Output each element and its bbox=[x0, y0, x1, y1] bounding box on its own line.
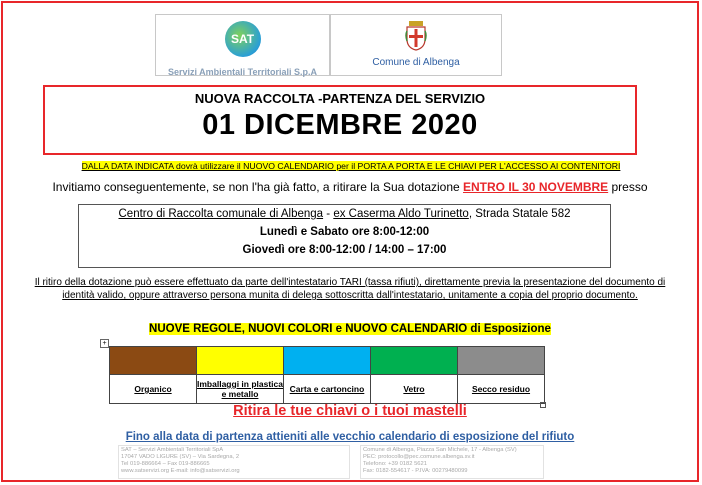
waste-label: Vetro bbox=[371, 375, 458, 404]
deadline: ENTRO IL 30 NOVEMBRE bbox=[463, 180, 609, 194]
sat-mark: SAT bbox=[225, 21, 261, 57]
pickup-conditions-text: Il ritiro della dotazione può essere effettuato da parte dell'intestatario TARI (tassa rifiuti), direttamente previa la presentazione del documento di identità valido, oppure attraverso persona munita di delega sottoscritta dall'intestatario, unitamente a copia del proprio documento. bbox=[34, 277, 666, 301]
footer-line: www.satservizi.org E-mail: info@satservizi.org bbox=[121, 468, 240, 474]
footer-line: PEC: protocollo@pec.comune.albenga.sv.it bbox=[363, 454, 475, 460]
waste-swatch bbox=[458, 347, 545, 375]
opening-hours-mon-sat: Lunedì e Sabato ore 8:00-12:00 bbox=[259, 226, 430, 238]
invite-text: Invitiamo conseguentemente, se non l'ha già fatto, a ritirare la Sua dotazione bbox=[52, 180, 464, 194]
waste-swatch bbox=[110, 347, 197, 375]
color-swatch-row bbox=[110, 347, 545, 375]
pickup-call-to-action: Ritira le tue chiavi o i tuoi mastelli bbox=[233, 403, 467, 419]
sat-footer bbox=[118, 445, 350, 479]
crest-icon bbox=[405, 21, 427, 51]
comune-caption: Comune di Albenga bbox=[372, 57, 460, 68]
waste-label: Carta e cartoncino bbox=[284, 375, 371, 404]
waste-swatch bbox=[197, 347, 284, 375]
start-date: 01 DICEMBRE 2020 bbox=[202, 109, 478, 141]
collection-center-address bbox=[79, 208, 610, 220]
calendar-note-text: DALLA DATA INDICATA dovrà utilizzare il NUOVO CALENDARIO per il PORTA A PORTA E LE CHIAVI PER L'ACCESSO AI CONTENITORI bbox=[81, 161, 621, 171]
opening-hours-thu: Giovedì ore 8:00-12:00 / 14:00 – 17:00 bbox=[242, 244, 447, 256]
invite-suffix: presso bbox=[608, 180, 648, 194]
old-calendar-note: Fino alla data di partenza attieniti alle vecchio calendario di esposizione del rifiuto bbox=[125, 431, 575, 443]
center-name: Centro di Raccolta comunale di Albenga bbox=[118, 208, 324, 220]
center-site: ex Caserma Aldo Turinetto bbox=[333, 208, 469, 220]
sat-caption: Servizi Ambientali Territoriali S.p.A bbox=[167, 67, 318, 77]
sat-logo bbox=[155, 14, 330, 76]
waste-color-table bbox=[109, 346, 545, 404]
waste-label: Imballaggi in plastica e metallo bbox=[197, 375, 284, 404]
center-street: , Strada Statale 582 bbox=[468, 208, 571, 220]
waste-swatch bbox=[284, 347, 371, 375]
invite-line bbox=[30, 180, 670, 194]
center-separator: - bbox=[323, 208, 334, 220]
calendar-note bbox=[45, 161, 657, 171]
new-rules-text: NUOVE REGOLE, NUOVI COLORI e NUOVO CALENDARIO di Esposizione bbox=[149, 323, 551, 335]
footer-line: Fax: 0182-554617 - P.IVA: 00279480099 bbox=[363, 468, 468, 474]
service-subtitle: NUOVA RACCOLTA -PARTENZA DEL SERVIZIO bbox=[194, 91, 486, 106]
pickup-conditions bbox=[26, 276, 674, 302]
waste-label: Organico bbox=[110, 375, 197, 404]
waste-swatch bbox=[371, 347, 458, 375]
waste-label: Secco residuo bbox=[458, 375, 545, 404]
footer-line: Telefono: +39 0182 5621 bbox=[363, 461, 427, 467]
comune-footer bbox=[360, 445, 544, 479]
title-box bbox=[43, 85, 637, 155]
footer-line: 17047 VADO LIGURE (SV) – Via Sardegna, 2 bbox=[121, 454, 240, 460]
comune-logo bbox=[330, 14, 502, 76]
new-rules-heading bbox=[50, 323, 650, 335]
footer-line: Comune di Albenga, Piazza San Michele, 17 - Albenga (SV) bbox=[363, 447, 517, 453]
waste-label-row bbox=[110, 375, 545, 404]
footer-line: SAT – Servizi Ambientali Territoriali SpA bbox=[121, 447, 224, 453]
collection-center-box bbox=[78, 204, 611, 268]
table-move-handle-icon[interactable]: + bbox=[100, 339, 109, 348]
footer-line: Tel 019-886664 – Fax 019-886665 bbox=[121, 461, 210, 467]
